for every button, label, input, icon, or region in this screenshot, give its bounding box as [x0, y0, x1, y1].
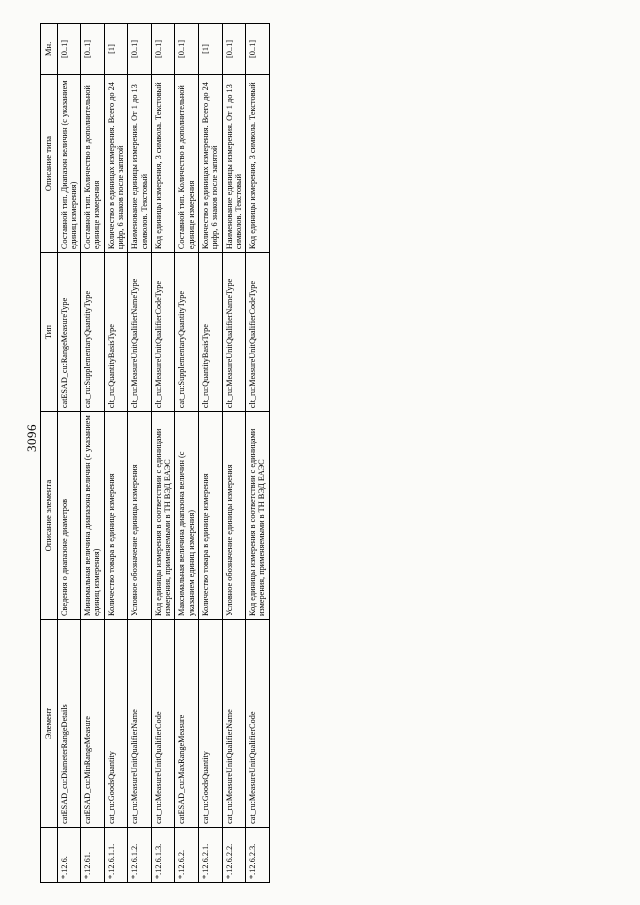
- cell-type: catESAD_cu:RangeMeasureType: [57, 252, 81, 411]
- cell-number: *.12.6.2.1.: [199, 827, 223, 882]
- cell-description: Минимальная величина диапазона величин (с указанием единиц измерения): [81, 411, 105, 619]
- column-header-type: Тип: [41, 252, 58, 411]
- cell-type: clt_ru:MeasureUnitQualifierCodeType: [151, 252, 175, 411]
- table-row: [151, 23, 175, 882]
- cell-description: Код единицы измерения в соответствии с единицами измерения, применяемыми в ТН ВЭД ЕАЭС: [246, 411, 270, 619]
- column-header-number: [41, 827, 58, 882]
- column-header-element: Элемент: [41, 619, 58, 827]
- cell-multiplicity: [1]: [104, 23, 128, 74]
- cell-description: Условное обозначение единицы измерения: [128, 411, 152, 619]
- cell-multiplicity: [0..1]: [222, 23, 246, 74]
- table-body: [57, 23, 269, 882]
- cell-multiplicity: [0..1]: [175, 23, 199, 74]
- cell-description: Количество товара в единице измерения: [199, 411, 223, 619]
- cell-type-description: Наименование единицы измерения. От 1 до 13 символов. Текстовый: [222, 74, 246, 252]
- cell-element: cat_ru:MeasureUnitQualifierName: [128, 619, 152, 827]
- cell-number: *.12.6.: [57, 827, 81, 882]
- column-header-multiplicity: Мн.: [41, 23, 58, 74]
- table-row: [81, 23, 105, 882]
- cell-type: clt_ru:QuantityBasisType: [104, 252, 128, 411]
- page-number: 3096: [24, 424, 39, 452]
- specification-table: [40, 23, 270, 883]
- cell-type: clt_ru:MeasureUnitQualifierNameType: [128, 252, 152, 411]
- cell-element: cat_ru:MeasureUnitQualifierCode: [151, 619, 175, 827]
- cell-element: cat_ru:GoodsQuantity: [104, 619, 128, 827]
- table-row: [175, 23, 199, 882]
- cell-multiplicity: [1]: [199, 23, 223, 74]
- cell-type-description: Код единицы измерения, 3 символа. Текстовый: [151, 74, 175, 252]
- cell-type-description: Составной тип. Количество в дополнительной единице измерения: [175, 74, 199, 252]
- cell-number: *.12.6.1.1.: [104, 827, 128, 882]
- cell-element: catESAD_cu:MinRangeMeasure: [81, 619, 105, 827]
- cell-type-description: Наименование единицы измерения. От 1 до 13 символов. Текстовый: [128, 74, 152, 252]
- table-header-row: [41, 23, 58, 882]
- cell-description: Максимальная величина диапазона величин (с указанием единиц измерения): [175, 411, 199, 619]
- cell-description: Количество товара в единице измерения: [104, 411, 128, 619]
- column-header-description: Описание элемента: [41, 411, 58, 619]
- cell-element: catESAD_cu:MaxRangeMeasure: [175, 619, 199, 827]
- column-header-type-description: Описание типа: [41, 74, 58, 252]
- cell-description: Код единицы измерения в соответствии с единицами измерения, применяемыми в ТН ВЭД ЕАЭС: [151, 411, 175, 619]
- table-row: [246, 23, 270, 882]
- cell-number: *.12.6.1.2.: [128, 827, 152, 882]
- cell-type: cat_ru:SupplementaryQuantityType: [175, 252, 199, 411]
- cell-multiplicity: [0..1]: [81, 23, 105, 74]
- cell-multiplicity: [0..1]: [151, 23, 175, 74]
- cell-element: cat_ru:GoodsQuantity: [199, 619, 223, 827]
- table-row: [199, 23, 223, 882]
- rotated-table-container: [40, 23, 600, 883]
- cell-number: *.12.6.2.: [175, 827, 199, 882]
- cell-multiplicity: [0..1]: [57, 23, 81, 74]
- cell-number: *.12.6.2.3.: [246, 827, 270, 882]
- cell-number: *.12.6.1.3.: [151, 827, 175, 882]
- cell-type-description: Количество в единицах измерения. Всего до 24 цифр, 6 знаков после запятой: [199, 74, 223, 252]
- cell-description: Условное обозначение единицы измерения: [222, 411, 246, 619]
- table-row: [57, 23, 81, 882]
- cell-description: Сведения о диапазоне диаметров: [57, 411, 81, 619]
- cell-number: *.12.6.2.2.: [222, 827, 246, 882]
- cell-multiplicity: [0..1]: [128, 23, 152, 74]
- cell-type: clt_ru:MeasureUnitQualifierNameType: [222, 252, 246, 411]
- cell-type-description: Количество в единицах измерения. Всего до 24 цифр, 6 знаков после запятой: [104, 74, 128, 252]
- cell-type: clt_ru:QuantityBasisType: [199, 252, 223, 411]
- cell-element: cat_ru:MeasureUnitQualifierName: [222, 619, 246, 827]
- cell-element: catESAD_cu:DiameterRangeDetails: [57, 619, 81, 827]
- cell-type-description: Код единицы измерения, 3 символа. Текстовый: [246, 74, 270, 252]
- cell-type-description: Составной тип. Количество в дополнительной единице измерения: [81, 74, 105, 252]
- cell-type: cat_ru:SupplementaryQuantityType: [81, 252, 105, 411]
- cell-multiplicity: [0..1]: [246, 23, 270, 74]
- cell-type: clt_ru:MeasureUnitQualifierCodeType: [246, 252, 270, 411]
- table-row: [222, 23, 246, 882]
- table-row: [128, 23, 152, 882]
- cell-element: cat_ru:MeasureUnitQualifierCode: [246, 619, 270, 827]
- cell-type-description: Составной тип. Диапазон величин (с указанием единиц измерения): [57, 74, 81, 252]
- cell-number: *.12.61.: [81, 827, 105, 882]
- table-row: [104, 23, 128, 882]
